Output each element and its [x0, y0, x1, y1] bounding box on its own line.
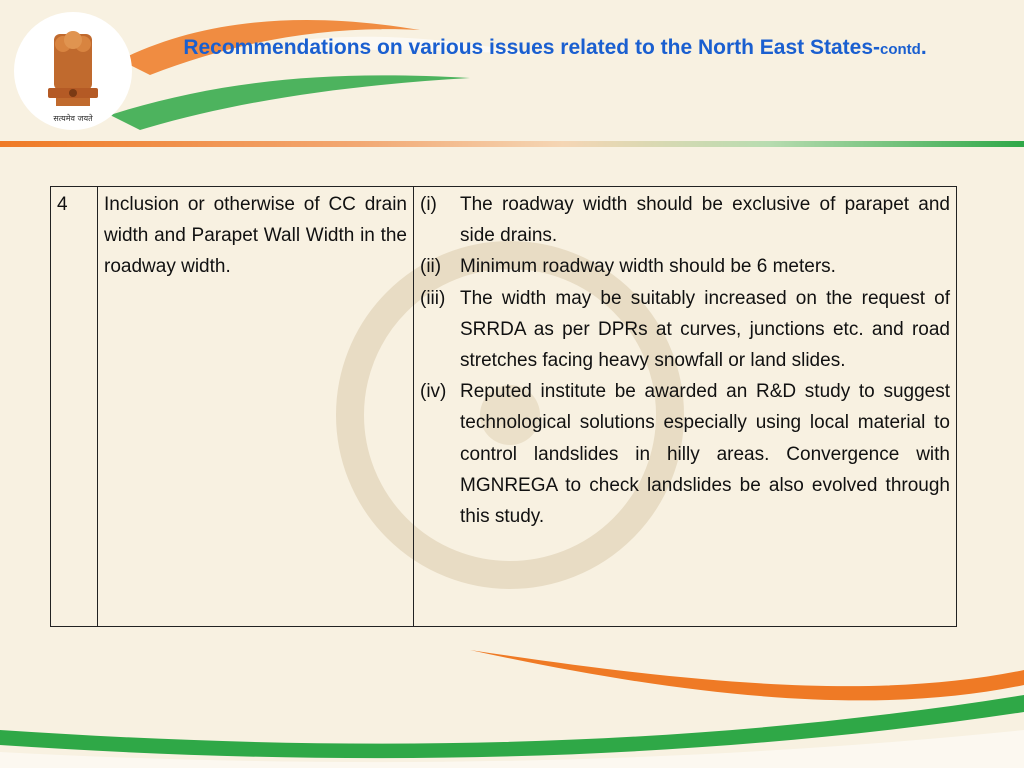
page-title [160, 33, 950, 64]
national-emblem [14, 12, 132, 130]
recommendation-item [420, 251, 950, 282]
item-number: (i) [420, 194, 437, 215]
issue-cell: Inclusion or otherwise of CC drain width and Parapet Wall Width in the roadway width. [98, 187, 414, 627]
recommendations-cell [414, 187, 957, 627]
recommendation-item [420, 189, 950, 251]
recommendation-item [420, 376, 950, 532]
recommendation-item [420, 283, 950, 377]
item-number: (iv) [420, 381, 447, 403]
item-number: (iii) [420, 287, 446, 309]
title-main: Recommendations on various issues related to the North East States- [183, 36, 880, 59]
footer-swoosh [0, 640, 1024, 768]
item-number: (ii) [420, 256, 442, 278]
title-end: . [920, 36, 927, 59]
serial-number-cell: 4 [51, 187, 98, 627]
header-swoosh [0, 0, 1024, 140]
item-text: The width may be suitably increased on the request of SRRDA as per DPRs at curves, junctions etc. and road stretches facing heavy snowfall or land slides. [460, 287, 950, 372]
emblem-motto: सत्यमेव जयते [53, 114, 93, 123]
item-text: The roadway width should be exclusive of parapet and side drains. [460, 194, 950, 247]
item-text: Reputed institute be awarded an R&D study to suggest technological solutions especially using local material to control landslides in hilly areas. Convergence with MGNREGA to check landslides be also evolved through this study. [460, 381, 950, 528]
item-text: Minimum roadway width should be 6 meters. [460, 256, 836, 278]
recommendations-table [50, 186, 957, 627]
table-row [51, 187, 957, 627]
title-contd: contd [880, 41, 921, 58]
header-divider [0, 141, 1024, 147]
